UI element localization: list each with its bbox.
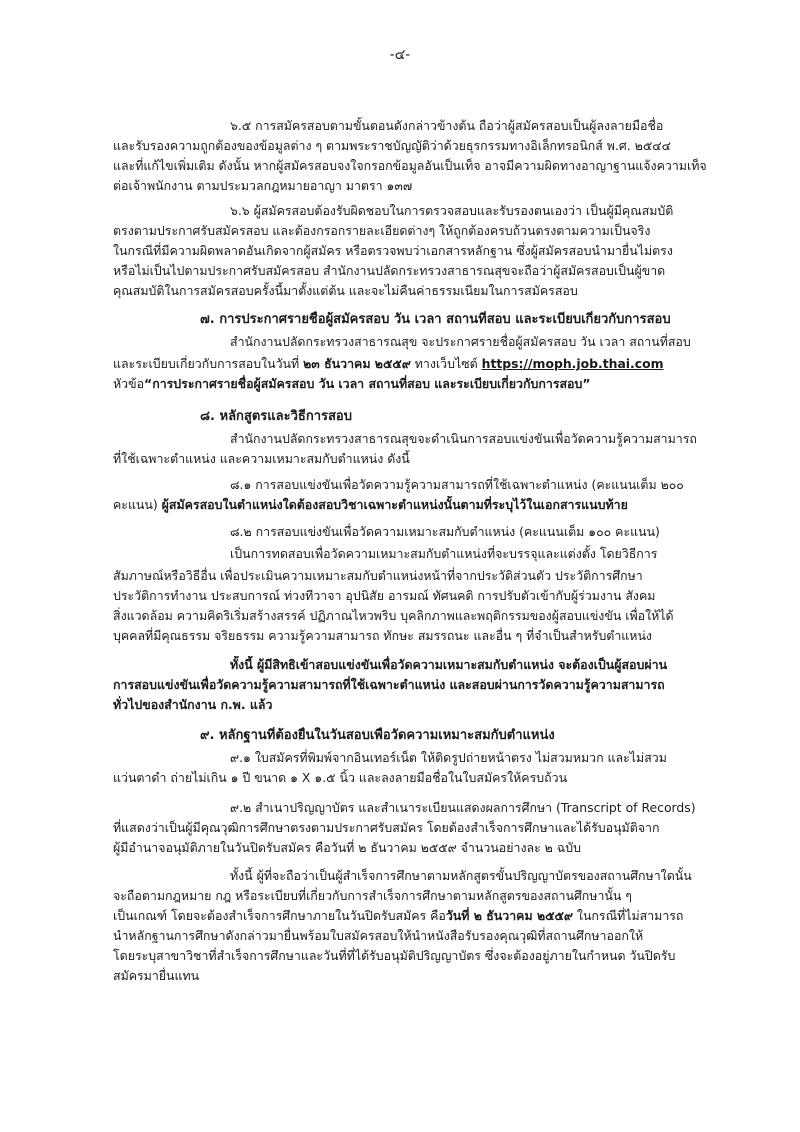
- s9-para-line-3: [113, 907, 723, 924]
- s91-line-2: แว่นตาดำ ถ่ายไม่เกิน ๑ ปี ขนาด ๑ X ๑.๕ นิ้ว และลงลายมือชื่อในใบสมัครให้ครบถ้วน: [113, 770, 568, 785]
- s82-line-4: ประวัติการทำงาน ประสบการณ์ ท่วงทีวาจา อุปนิสัย อารมณ์ ทัศนคติ การปรับตัวเข้ากับผู้ร่วมงาน สังคม: [113, 588, 656, 603]
- s7-line-3: [113, 375, 723, 392]
- s7-topic-title: “การประกาศรายชื่อผู้สมัครสอบ วัน เวลา สถานที่สอบ และระเบียบเกี่ยวกับการสอบ”: [144, 376, 591, 391]
- s9-heading: ๙. หลักฐานที่ต้องยื่นในวันสอบเพื่อวัดความเหมาะสมกับตำแหน่ง: [200, 728, 555, 743]
- s82-line-5: สิ่งแวดล้อม ความคิดริเริ่มสร้างสรรค์ ปฏิภาณไหวพริบ บุคลิกภาพและพฤติกรรมของผู้สอบแข่งขัน เพื่อให้ได้: [113, 608, 674, 623]
- s66-line-4: หรือไม่เป็นไปตามประกาศรับสมัครสอบ สำนักงานปลัดกระทรวงสาธารณสุขจะถือว่าผู้สมัครสอบเป็นผู้ขาด: [113, 263, 666, 278]
- s7-line-1: สำนักงานปลัดกระทรวงสาธารณสุข จะประกาศรายชื่อผู้สมัครสอบ วัน เวลา สถานที่สอบ: [230, 334, 691, 349]
- s9-para-line-4: นำหลักฐานการศึกษาดังกล่าวมายื่นพร้อมใบสมัครสอบให้นำหนังสือรับรองคุณวุฒิที่สถานศึกษาออกให้: [113, 928, 644, 943]
- s9-para-line-6: สมัครมายื่นแทน: [113, 968, 200, 983]
- s81-line-2-bold: ผู้สมัครสอบในตำแหน่งใดต้องสอบวิชาเฉพาะตำแหน่งนั้นตามที่ระบุไว้ในเอกสารแนบท้าย: [161, 497, 628, 512]
- s82-line-3: สัมภาษณ์หรือวิธีอื่น เพื่อประเมินความเหมาะสมกับตำแหน่งหน้าที่จากประวัติส่วนตัว ประวัติการศึกษา: [113, 568, 643, 583]
- page-number: -๔-: [389, 47, 411, 63]
- s7-heading: ๗. การประกาศรายชื่อผู้สมัครสอบ วัน เวลา สถานที่สอบ และระเบียบเกี่ยวกับการสอบ: [200, 312, 671, 327]
- s82-line-1: ๘.๒ การสอบแข่งขันเพื่อวัดความเหมาะสมกับตำแหน่ง (คะแนนเต็ม ๑๐๐ คะแนน): [230, 524, 660, 539]
- s8-line-2: ที่ใช้เฉพาะตำแหน่ง และความเหมาะสมกับตำแหน่ง ดังนี้: [113, 451, 410, 466]
- s92-line-1: ๙.๒ สำเนาปริญญาบัตร และสำเนาระเบียนแสดงผลการศึกษา (Transcript of Records): [230, 800, 696, 815]
- s9-para-line-3-text: เป็นเกณฑ์ โดยจะต้องสำเร็จการศึกษาภายในวันปิดรับสมัคร คือ: [113, 908, 446, 923]
- s7-website-label: ทางเว็บไซต์: [410, 356, 482, 371]
- s65-line-3: และที่แก้ไขเพิ่มเติม ดังนั้น หากผู้สมัครสอบจงใจกรอกข้อมูลอันเป็นเท็จ อาจมีความผิดทางอาญาฐานแจ้งความเท็จ: [113, 158, 707, 173]
- closing-date: วันที่ ๒ ธันวาคม ๒๕๕๙: [445, 908, 573, 923]
- announce-date: ๒๓ ธันวาคม ๒๕๕๙: [303, 356, 411, 371]
- s65-line-2: และรับรองความถูกต้องของข้อมูลต่าง ๆ ตามพระราชบัญญัติว่าด้วยธุรกรรมทางอิเล็กทรอนิกส์ พ.ศ. ๒๕๔๔: [113, 138, 671, 153]
- s66-line-3: ในกรณีที่มีความผิดพลาดอันเกิดจากผู้สมัคร หรือตรวจพบว่าเอกสารหลักฐาน ซึ่งผู้สมัครสอบนำมายื่นไม่ตรง: [113, 243, 673, 258]
- s81-line-1: ๘.๑ การสอบแข่งขันเพื่อวัดความรู้ความสามารถที่ใช้เฉพาะตำแหน่ง (คะแนนเต็ม ๒๐๐: [230, 477, 684, 492]
- s8-note-line-3: ทั่วไปของสำนักงาน ก.พ. แล้ว: [113, 697, 273, 712]
- s7-line-2: [113, 355, 723, 372]
- s8-line-1: สำนักงานปลัดกระทรวงสาธารณสุขจะดำเนินการสอบแข่งขันเพื่อวัดความรู้ความสามารถ: [230, 431, 697, 446]
- website-link[interactable]: https://moph.job.thai.com: [481, 356, 664, 371]
- s8-heading: ๘. หลักสูตรและวิธีการสอบ: [200, 409, 352, 424]
- s9-para-line-5: โดยระบุสาขาวิชาที่สำเร็จการศึกษาและวันที่ที่ได้รับอนุมัติปริญญาบัตร ซึ่งจะต้องอยู่ภายในกำหนด วันปิดรับ: [113, 948, 676, 963]
- s66-line-2: ตรงตามประกาศรับสมัครสอบ และต้องกรอกรายละเอียดต่างๆ ให้ถูกต้องครบถ้วนตรงตามความเป็นจริง: [113, 223, 651, 238]
- s9-para-line-2: จะถือตามกฎหมาย กฎ หรือระเบียบที่เกี่ยวกับการสำเร็จการศึกษาตามหลักสูตรของสถานศึกษานั้น ๆ: [113, 888, 632, 903]
- s82-line-2: เป็นการทดสอบเพื่อวัดความเหมาะสมกับตำแหน่งที่จะบรรจุและแต่งตั้ง โดยวิธีการ: [230, 546, 658, 561]
- s8-note-line-2: การสอบแข่งขันเพื่อวัดความรู้ความสามารถที่ใช้เฉพาะตำแหน่ง และสอบผ่านการวัดความรู้ความสามารถ: [113, 677, 665, 692]
- s81-line-2-text: คะแนน): [113, 497, 162, 512]
- s7-line-2-text: และระเบียบเกี่ยวกับการสอบในวันที่: [113, 356, 304, 371]
- s9-para-line-3-tail: ในกรณีที่ไม่สามารถ: [572, 908, 684, 923]
- s92-line-3: ผู้มีอำนาจอนุมัติภายในวันปิดรับสมัคร คือวันที่ ๒ ธันวาคม ๒๕๕๙ จำนวนอย่างละ ๒ ฉบับ: [113, 840, 581, 855]
- s82-line-6: บุคคลที่มีคุณธรรม จริยธรรม ความรู้ความสามารถ ทักษะ สมรรถนะ และอื่น ๆ ที่จำเป็นสำหรับตำแหน่ง: [113, 628, 652, 643]
- s8-note-line-1: ทั้งนี้ ผู้มีสิทธิเข้าสอบแข่งขันเพื่อวัดความเหมาะสมกับตำแหน่ง จะต้องเป็นผู้สอบผ่าน: [230, 657, 668, 672]
- s66-line-5: คุณสมบัติในการสมัครสอบครั้งนี้มาตั้งแต่ต้น และจะไม่คืนค่าธรรมเนียมในการสมัครสอบ: [113, 283, 578, 298]
- s65-line-4: ต่อเจ้าพนักงาน ตามประมวลกฎหมายอาญา มาตรา ๑๓๗: [113, 178, 413, 193]
- s66-line-1: ๖.๖ ผู้สมัครสอบต้องรับผิดชอบในการตรวจสอบและรับรองตนเองว่า เป็นผู้มีคุณสมบัติ: [230, 203, 674, 218]
- s81-line-2: [113, 496, 723, 513]
- s9-para-line-1: ทั้งนี้ ผู้ที่จะถือว่าเป็นผู้สำเร็จการศึกษาตามหลักสูตรขั้นปริญญาบัตรของสถานศึกษาใดนั้น: [230, 868, 692, 883]
- s7-topic-label: หัวข้อ: [113, 376, 145, 391]
- s92-line-2: ที่แสดงว่าเป็นผู้มีคุณวุฒิการศึกษาตรงตามประกาศรับสมัคร โดยต้องสำเร็จการศึกษาและได้รับอนุมัติจาก: [113, 820, 660, 835]
- s65-line-1: ๖.๕ การสมัครสอบตามขั้นตอนดังกล่าวข้างต้น ถือว่าผู้สมัครสอบเป็นผู้ลงลายมือชื่อ: [230, 118, 664, 133]
- s91-line-1: ๙.๑ ใบสมัครที่พิมพ์จากอินเทอร์เน็ต ให้ติดรูปถ่ายหน้าตรง ไม่สวมหมวก และไม่สวม: [230, 750, 667, 765]
